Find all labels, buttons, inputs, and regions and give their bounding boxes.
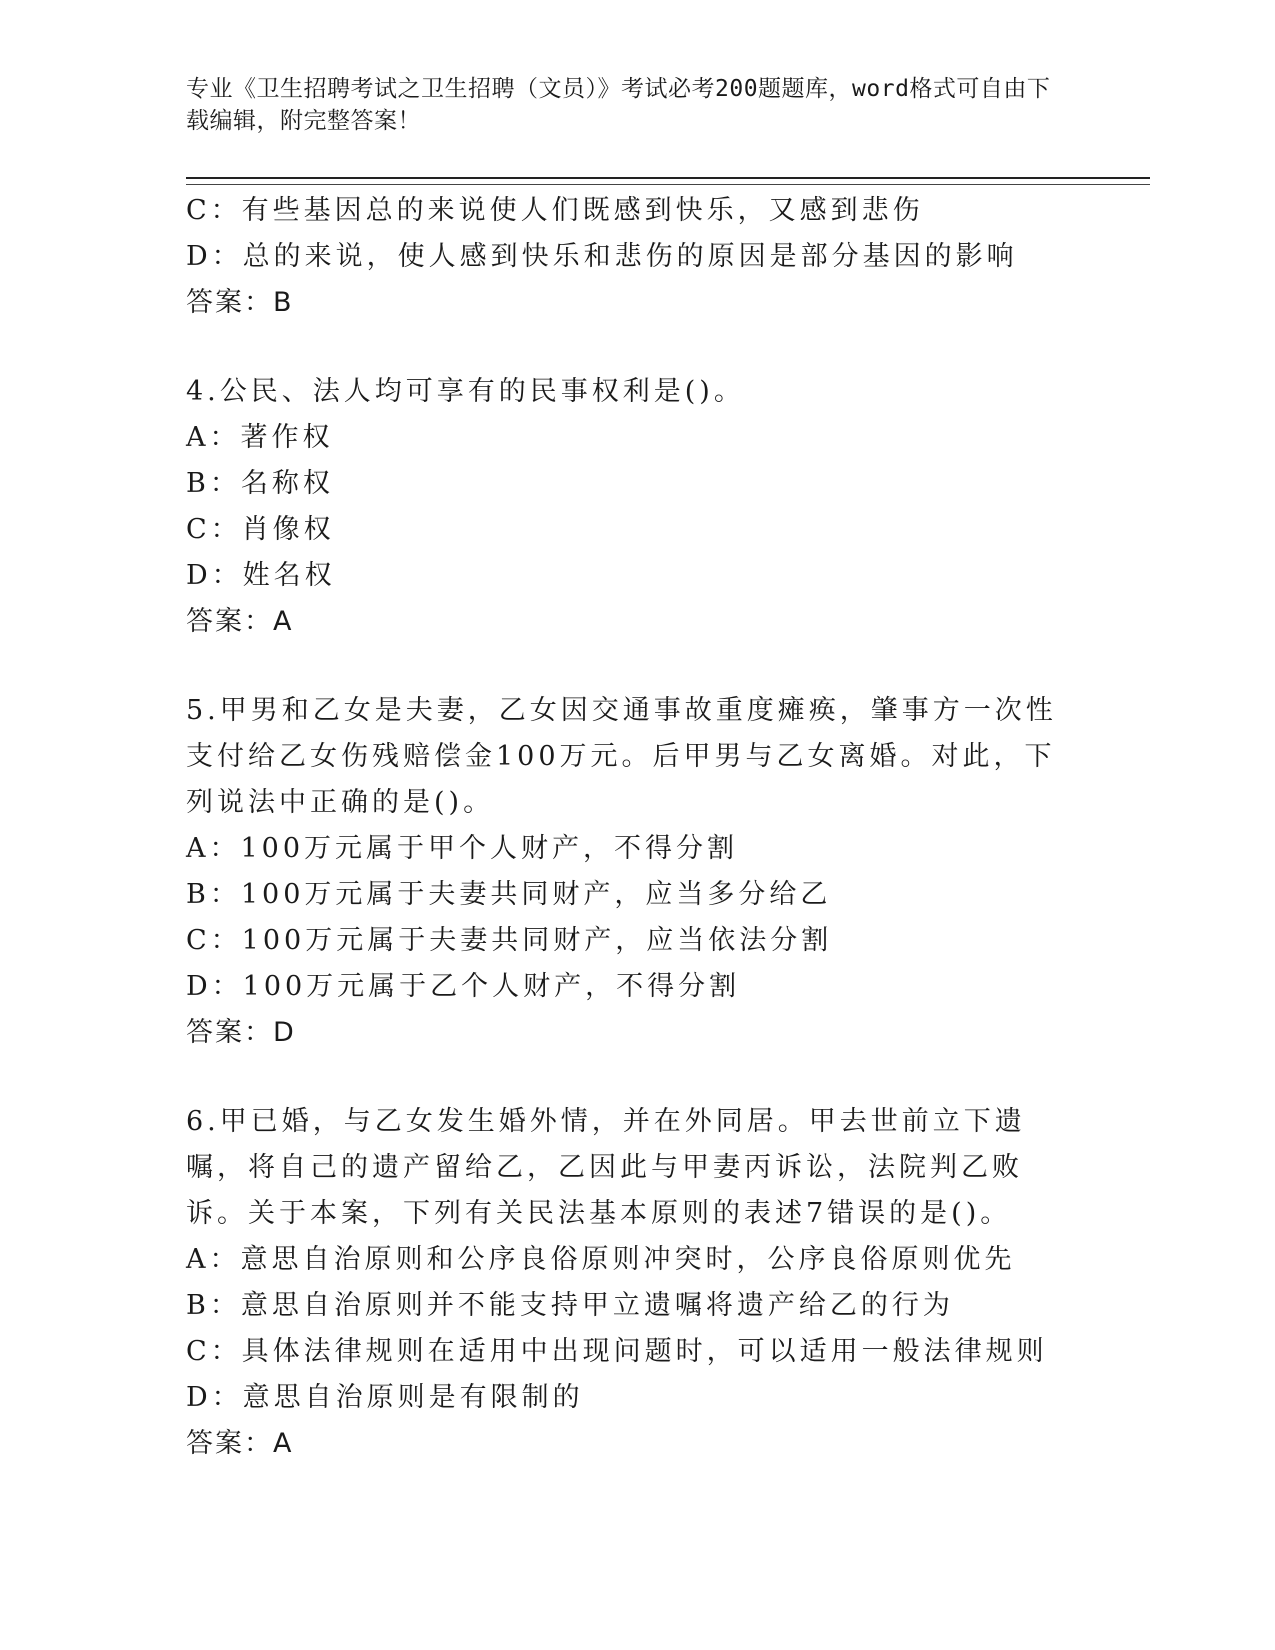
- header-divider-thin: [186, 184, 1150, 185]
- answer-line: 答案：B: [186, 287, 294, 318]
- spacer: [186, 645, 1066, 688]
- answer-line: 答案：A: [186, 1428, 294, 1459]
- option-b: B：意思自治原则并不能支持甲立遗嘱将遗产给乙的行为: [186, 1290, 954, 1321]
- option-c: C：肖像权: [186, 514, 335, 545]
- option-c: C：有些基因总的来说使人们既感到快乐，又感到悲伤: [186, 195, 924, 226]
- option-b: B：名称权: [186, 468, 334, 499]
- option-a: A：100万元属于甲个人财产，不得分割: [186, 833, 739, 864]
- option-b: B：100万元属于夫妻共同财产，应当多分给乙: [186, 879, 832, 910]
- question-6: [186, 1099, 1066, 1467]
- question-list: [186, 188, 1066, 1467]
- option-c: C：具体法律规则在适用中出现问题时，可以适用一般法律规则: [186, 1336, 1048, 1367]
- header-divider-thick: [186, 177, 1150, 179]
- question-5: [186, 688, 1066, 1056]
- option-d: D：意思自治原则是有限制的: [186, 1382, 584, 1413]
- answer-line: 答案：A: [186, 606, 294, 637]
- document-header: 专业《卫生招聘考试之卫生招聘（文员）》考试必考200题题库，word格式可自由下载编辑，附完整答案！: [186, 76, 1051, 134]
- question-stem: 4.公民、法人均可享有的民事权利是()。: [186, 376, 745, 407]
- option-d: D：总的来说，使人感到快乐和悲伤的原因是部分基因的影响: [186, 241, 1018, 272]
- option-d: D：100万元属于乙个人财产，不得分割: [186, 971, 741, 1002]
- option-a: A：意思自治原则和公序良俗原则冲突时，公序良俗原则优先: [186, 1244, 1016, 1275]
- spacer: [186, 1056, 1066, 1099]
- option-d: D：姓名权: [186, 560, 336, 591]
- answer-line: 答案：D: [186, 1017, 296, 1048]
- spacer: [186, 326, 1066, 369]
- question-4: [186, 369, 1066, 645]
- option-a: A：著作权: [186, 422, 334, 453]
- question-3-continuation: [186, 188, 1066, 326]
- question-stem: 6.甲已婚，与乙女发生婚外情，并在外同居。甲去世前立下遗嘱，将自己的遗产留给乙，乙因此与甲妻丙诉讼，法院判乙败诉。关于本案，下列有关民法基本原则的表述7错误的是()。: [186, 1106, 1026, 1229]
- option-c: C：100万元属于夫妻共同财产，应当依法分割: [186, 925, 833, 956]
- question-stem: 5.甲男和乙女是夫妻，乙女因交通事故重度瘫痪，肇事方一次性支付给乙女伤残赔偿金100万元。后甲男与乙女离婚。对此，下列说法中正确的是()。: [186, 695, 1057, 818]
